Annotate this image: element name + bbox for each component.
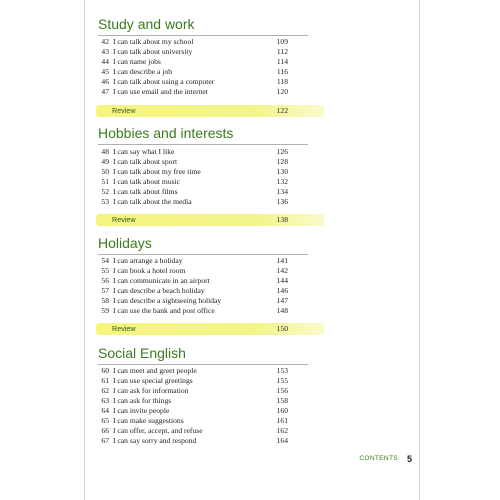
section-title: Social English bbox=[98, 345, 186, 361]
list-item[interactable]: 44 I can name jobs 114 bbox=[101, 57, 288, 66]
list-item[interactable]: 56 I can communicate in an airport 144 bbox=[101, 276, 288, 285]
list-item[interactable]: 55 I can book a hotel room 142 bbox=[101, 266, 288, 275]
list-item[interactable]: 46 I can talk about using a computer 118 bbox=[101, 77, 288, 86]
section-title: Study and work bbox=[98, 16, 195, 32]
list-item[interactable]: 65 I can make suggestions 161 bbox=[101, 416, 288, 425]
footer-contents-label: CONTENTS bbox=[359, 455, 398, 462]
list-item[interactable]: 67 I can say sorry and respond 164 bbox=[101, 436, 288, 445]
page-footer bbox=[360, 454, 416, 466]
list-item[interactable]: 63 I can ask for things 158 bbox=[101, 396, 288, 405]
list-item[interactable]: 43 I can talk about university 112 bbox=[101, 47, 288, 56]
list-item[interactable]: 61 I can use special greetings 155 bbox=[101, 376, 288, 385]
list-item[interactable]: 54 I can arrange a holiday 141 bbox=[101, 256, 288, 265]
section-holidays bbox=[98, 235, 308, 333]
page-number: 5 bbox=[406, 454, 412, 464]
list-item[interactable]: 42 I can talk about my school 109 bbox=[101, 37, 288, 46]
list-item[interactable]: 47 I can use email and the internet 120 bbox=[101, 87, 288, 96]
list-item[interactable]: 45 I can describe a job 116 bbox=[101, 67, 288, 76]
list-item[interactable]: 60 I can meet and greet people 153 bbox=[101, 366, 288, 375]
list-item[interactable]: 59 I can use the bank and post office 148 bbox=[101, 306, 288, 315]
section-title: Holidays bbox=[98, 235, 152, 251]
list-item[interactable]: 50 I can talk about my free time 130 bbox=[101, 167, 288, 176]
section-title: Hobbies and interests bbox=[98, 125, 234, 141]
list-item[interactable]: 58 I can describe a sightseeing holiday 147 bbox=[101, 296, 288, 305]
review-row[interactable]: Review 138 bbox=[98, 214, 308, 226]
section-rule bbox=[98, 364, 308, 365]
section-rule bbox=[98, 254, 308, 255]
list-item[interactable]: 57 I can describe a beach holiday 146 bbox=[101, 286, 288, 295]
section-rule bbox=[98, 35, 308, 36]
section-hobbies-and-interests bbox=[98, 125, 308, 224]
list-item[interactable]: 53 I can talk about the media 136 bbox=[101, 197, 288, 206]
section-social-english bbox=[98, 345, 308, 445]
review-row[interactable]: Review 150 bbox=[98, 323, 308, 335]
review-row[interactable]: Review 122 bbox=[98, 105, 308, 117]
list-item[interactable]: 51 I can talk about music 132 bbox=[101, 177, 288, 186]
list-item[interactable]: 64 I can invite people 160 bbox=[101, 406, 288, 415]
list-item[interactable]: 62 I can ask for information 156 bbox=[101, 386, 288, 395]
list-item[interactable]: 48 I can say what I like 126 bbox=[101, 147, 288, 156]
section-study-and-work bbox=[98, 16, 308, 115]
section-rule bbox=[98, 144, 308, 145]
list-item[interactable]: 49 I can talk about sport 128 bbox=[101, 157, 288, 166]
list-item[interactable]: 52 I can talk about films 134 bbox=[101, 187, 288, 196]
list-item[interactable]: 66 I can offer, accept, and refuse 162 bbox=[101, 426, 288, 435]
